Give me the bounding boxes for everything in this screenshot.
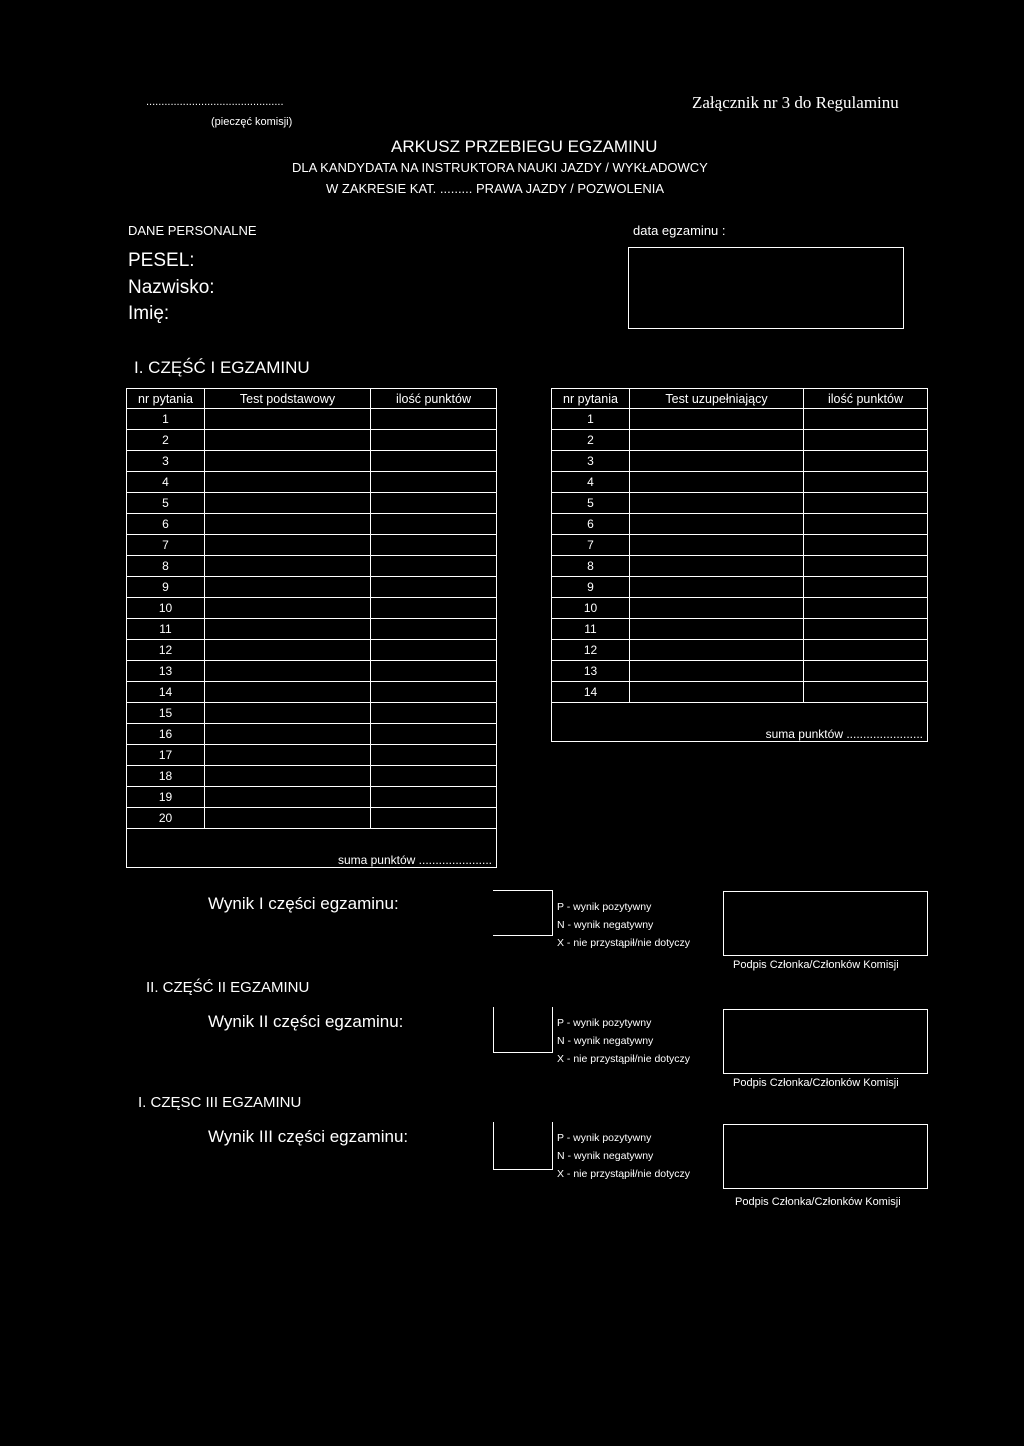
question-number: 9 (127, 577, 205, 598)
stamp-label: (pieczęć komisji) (211, 116, 293, 128)
table-header-row (552, 389, 928, 409)
table-row (552, 430, 928, 451)
table-row (127, 556, 497, 577)
part2-result-label: Wynik II części egzaminu: (208, 1012, 404, 1031)
exam-date-label: data egzaminu : (633, 223, 726, 238)
document-title: ARKUSZ PRZEBIEGU EGZAMINU (391, 137, 658, 156)
question-number: 10 (127, 598, 205, 619)
answer-cell[interactable] (205, 766, 371, 787)
points-cell[interactable] (371, 535, 497, 556)
answer-cell[interactable] (630, 556, 804, 577)
table-row (552, 598, 928, 619)
question-number: 12 (127, 640, 205, 661)
question-number: 12 (552, 640, 630, 661)
firstname-label: Imię: (128, 303, 170, 324)
answer-cell[interactable] (205, 556, 371, 577)
signature-label-1: Podpis Członka/Członków Komisji (733, 959, 899, 971)
table-row (552, 493, 928, 514)
points-cell[interactable] (371, 766, 497, 787)
points-cell[interactable] (371, 409, 497, 430)
question-number: 19 (127, 787, 205, 808)
signature-box-2[interactable] (723, 1009, 928, 1074)
answer-cell[interactable] (205, 472, 371, 493)
question-number: 13 (552, 661, 630, 682)
legend-positive: P - wynik pozytywny (557, 1132, 652, 1144)
table-row (127, 472, 497, 493)
question-number: 14 (127, 682, 205, 703)
exam-date-field[interactable] (628, 247, 904, 329)
legend-not-applicable: X - nie przystąpił/nie dotyczy (557, 1053, 691, 1065)
question-number: 14 (552, 682, 630, 703)
question-number: 6 (127, 514, 205, 535)
part1-result-label: Wynik I części egzaminu: (208, 894, 399, 913)
question-number: 10 (552, 598, 630, 619)
table-row (127, 787, 497, 808)
question-number: 7 (552, 535, 630, 556)
question-number: 6 (552, 514, 630, 535)
answer-cell[interactable] (630, 640, 804, 661)
part3-result-label: Wynik III części egzaminu: (208, 1127, 409, 1146)
table-row (552, 556, 928, 577)
sum-points-label: suma punktów ...................... (127, 829, 497, 868)
points-cell[interactable] (371, 661, 497, 682)
part2-legend (557, 1014, 690, 1068)
answer-cell[interactable] (630, 451, 804, 472)
annex-label: Załącznik nr 3 do Regulaminu (692, 93, 899, 112)
legend-negative: N - wynik negatywny (557, 1035, 654, 1047)
answer-cell[interactable] (205, 724, 371, 745)
question-number: 5 (552, 493, 630, 514)
question-number: 1 (552, 409, 630, 430)
answer-cell[interactable] (630, 514, 804, 535)
table-row (552, 514, 928, 535)
table-row (127, 619, 497, 640)
table-row (127, 535, 497, 556)
points-cell[interactable] (371, 808, 497, 829)
signature-label-3: Podpis Członka/Członków Komisji (735, 1196, 901, 1208)
answer-cell[interactable] (630, 661, 804, 682)
table-row (552, 472, 928, 493)
table-row (127, 703, 497, 724)
points-cell[interactable] (804, 493, 928, 514)
question-number: 13 (127, 661, 205, 682)
question-number: 20 (127, 808, 205, 829)
question-number: 4 (127, 472, 205, 493)
points-cell[interactable] (804, 514, 928, 535)
part2-result-field[interactable] (493, 1007, 553, 1053)
question-number: 2 (552, 430, 630, 451)
document-subtitle-2: W ZAKRESIE KAT. ......... PRAWA JAZDY / POZWOLENIA (326, 181, 665, 196)
answer-cell[interactable] (630, 430, 804, 451)
pesel-label: PESEL: (128, 250, 195, 271)
answer-cell[interactable] (205, 619, 371, 640)
answer-cell[interactable] (205, 598, 371, 619)
table-sum-row (127, 829, 497, 868)
table-row (127, 409, 497, 430)
table-row (127, 745, 497, 766)
points-cell[interactable] (371, 745, 497, 766)
points-cell[interactable] (371, 493, 497, 514)
answer-cell[interactable] (205, 535, 371, 556)
table-row (552, 535, 928, 556)
column-header: Test podstawowy (205, 389, 371, 409)
supplementary-test-table (551, 388, 928, 742)
points-cell[interactable] (371, 703, 497, 724)
legend-not-applicable: X - nie przystąpił/nie dotyczy (557, 937, 691, 949)
points-cell[interactable] (804, 430, 928, 451)
points-cell[interactable] (371, 451, 497, 472)
points-cell[interactable] (804, 451, 928, 472)
document-subtitle-1: DLA KANDYDATA NA INSTRUKTORA NAUKI JAZDY / WYKŁADOWCY (292, 160, 708, 175)
part3-heading: I. CZĘSC III EGZAMINU (138, 1094, 302, 1111)
column-header: ilość punktów (804, 389, 928, 409)
signature-box-3[interactable] (723, 1124, 928, 1189)
question-number: 8 (552, 556, 630, 577)
points-cell[interactable] (804, 682, 928, 703)
question-number: 9 (552, 577, 630, 598)
table-row (127, 682, 497, 703)
part1-result-field[interactable] (493, 890, 553, 936)
table-row (127, 640, 497, 661)
answer-cell[interactable] (630, 472, 804, 493)
points-cell[interactable] (371, 472, 497, 493)
table-row (127, 724, 497, 745)
table-row (552, 661, 928, 682)
surname-label: Nazwisko: (128, 277, 215, 298)
points-cell[interactable] (371, 598, 497, 619)
question-number: 17 (127, 745, 205, 766)
points-cell[interactable] (804, 619, 928, 640)
column-header: Test uzupełniający (630, 389, 804, 409)
question-number: 15 (127, 703, 205, 724)
column-header: nr pytania (127, 389, 205, 409)
table-sum-row (552, 703, 928, 742)
answer-cell[interactable] (630, 577, 804, 598)
personal-data-heading: DANE PERSONALNE (128, 223, 257, 238)
table-row (127, 766, 497, 787)
answer-cell[interactable] (630, 409, 804, 430)
points-cell[interactable] (371, 577, 497, 598)
points-cell[interactable] (371, 787, 497, 808)
part3-result-field[interactable] (493, 1122, 553, 1170)
basic-test-table (126, 388, 497, 868)
column-header: ilość punktów (371, 389, 497, 409)
answer-cell[interactable] (630, 493, 804, 514)
legend-not-applicable: X - nie przystąpił/nie dotyczy (557, 1168, 691, 1180)
table-row (127, 808, 497, 829)
answer-cell[interactable] (205, 661, 371, 682)
table-row (127, 661, 497, 682)
points-cell[interactable] (804, 661, 928, 682)
points-cell[interactable] (371, 640, 497, 661)
part3-legend (557, 1129, 690, 1183)
table-row (127, 451, 497, 472)
table-row (552, 409, 928, 430)
points-cell[interactable] (804, 409, 928, 430)
answer-cell[interactable] (205, 745, 371, 766)
points-cell[interactable] (804, 556, 928, 577)
table-row (127, 598, 497, 619)
legend-negative: N - wynik negatywny (557, 919, 654, 931)
part2-heading: II. CZĘŚĆ II EGZAMINU (146, 979, 310, 996)
signature-box-1[interactable] (723, 891, 928, 956)
question-number: 1 (127, 409, 205, 430)
answer-cell[interactable] (205, 787, 371, 808)
points-cell[interactable] (804, 640, 928, 661)
table-row (127, 493, 497, 514)
table-row (552, 451, 928, 472)
column-header: nr pytania (552, 389, 630, 409)
table-row (127, 430, 497, 451)
table-header-row (127, 389, 497, 409)
points-cell[interactable] (804, 577, 928, 598)
answer-cell[interactable] (205, 514, 371, 535)
answer-cell[interactable] (205, 682, 371, 703)
question-number: 5 (127, 493, 205, 514)
answer-cell[interactable] (205, 577, 371, 598)
points-cell[interactable] (804, 472, 928, 493)
legend-negative: N - wynik negatywny (557, 1150, 654, 1162)
answer-cell[interactable] (205, 493, 371, 514)
answer-cell[interactable] (205, 430, 371, 451)
question-number: 3 (552, 451, 630, 472)
answer-cell[interactable] (630, 619, 804, 640)
answer-cell[interactable] (630, 535, 804, 556)
part1-heading: I. CZĘŚĆ I EGZAMINU (134, 358, 310, 377)
answer-cell[interactable] (205, 703, 371, 724)
table-row (552, 682, 928, 703)
table-row (552, 640, 928, 661)
answer-cell[interactable] (630, 682, 804, 703)
answer-cell[interactable] (205, 808, 371, 829)
legend-positive: P - wynik pozytywny (557, 901, 652, 913)
question-number: 2 (127, 430, 205, 451)
answer-cell[interactable] (205, 451, 371, 472)
points-cell[interactable] (371, 619, 497, 640)
table-row (127, 514, 497, 535)
question-number: 8 (127, 556, 205, 577)
points-cell[interactable] (804, 598, 928, 619)
answer-cell[interactable] (205, 640, 371, 661)
question-number: 3 (127, 451, 205, 472)
points-cell[interactable] (371, 514, 497, 535)
answer-cell[interactable] (630, 598, 804, 619)
points-cell[interactable] (371, 682, 497, 703)
question-number: 18 (127, 766, 205, 787)
stamp-dots: ............................................. (146, 96, 284, 108)
table-row (552, 619, 928, 640)
question-number: 4 (552, 472, 630, 493)
sum-points-label: suma punktów ....................... (552, 703, 928, 742)
table-row (127, 577, 497, 598)
answer-cell[interactable] (205, 409, 371, 430)
points-cell[interactable] (371, 724, 497, 745)
question-number: 16 (127, 724, 205, 745)
question-number: 7 (127, 535, 205, 556)
legend-positive: P - wynik pozytywny (557, 1017, 652, 1029)
part1-legend (557, 898, 690, 952)
points-cell[interactable] (804, 535, 928, 556)
question-number: 11 (127, 619, 205, 640)
points-cell[interactable] (371, 556, 497, 577)
question-number: 11 (552, 619, 630, 640)
signature-label-2: Podpis Członka/Członków Komisji (733, 1077, 899, 1089)
points-cell[interactable] (371, 430, 497, 451)
table-row (552, 577, 928, 598)
